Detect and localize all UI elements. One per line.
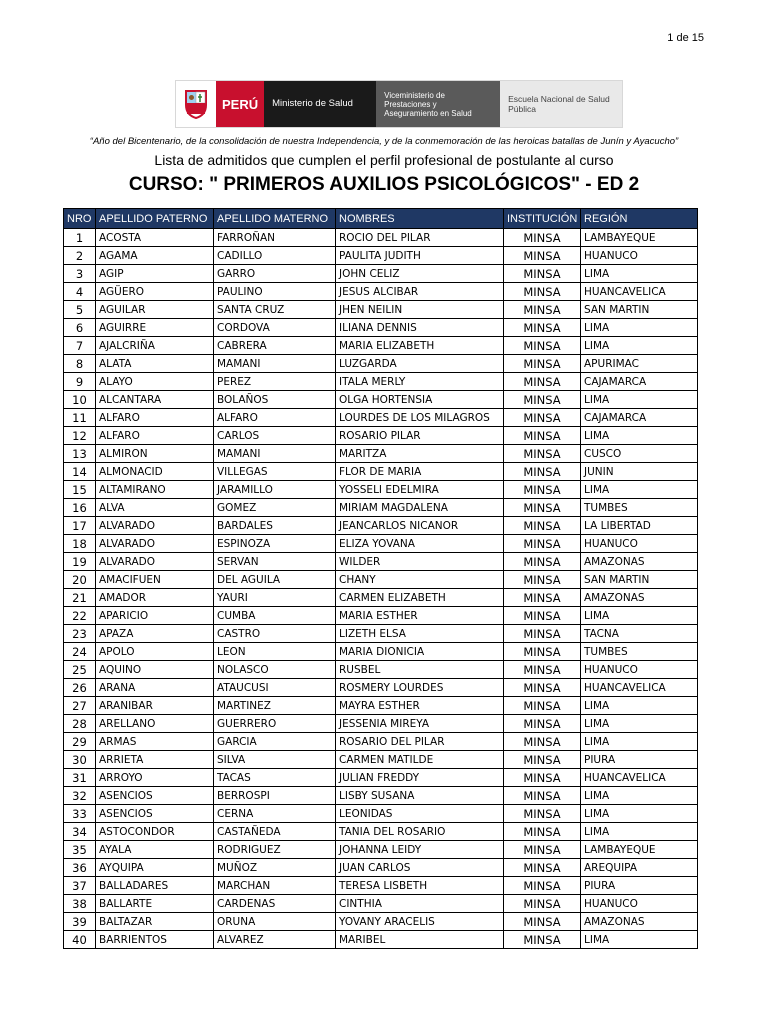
cell-institucion: MINSA [504,445,581,463]
cell-apellido-paterno: ASTOCONDOR [96,823,214,841]
table-row [64,355,698,373]
table-row [64,697,698,715]
cell-apellido-materno: TACAS [214,769,336,787]
cell-nro: 9 [64,373,96,391]
cell-institucion: MINSA [504,697,581,715]
cell-apellido-paterno: ALFARO [96,427,214,445]
cell-institucion: MINSA [504,859,581,877]
cell-nro: 25 [64,661,96,679]
cell-nro: 27 [64,697,96,715]
table-row [64,247,698,265]
cell-apellido-materno: CERNA [214,805,336,823]
cell-apellido-materno: PAULINO [214,283,336,301]
table-row [64,913,698,931]
cell-institucion: MINSA [504,895,581,913]
cell-apellido-materno: ORUNA [214,913,336,931]
cell-apellido-paterno: BALTAZAR [96,913,214,931]
table-row [64,841,698,859]
cell-nro: 28 [64,715,96,733]
cell-nombres: CINTHIA [336,895,504,913]
cell-nombres: OLGA HORTENSIA [336,391,504,409]
cell-nombres: TANIA DEL ROSARIO [336,823,504,841]
table-row [64,301,698,319]
cell-region: AREQUIPA [581,859,698,877]
cell-nombres: ROSARIO DEL PILAR [336,733,504,751]
cell-nro: 13 [64,445,96,463]
cell-apellido-paterno: AQUINO [96,661,214,679]
cell-nombres: CARMEN ELIZABETH [336,589,504,607]
cell-region: TUMBES [581,643,698,661]
table-row [64,625,698,643]
cell-nro: 15 [64,481,96,499]
cell-apellido-materno: MAMANI [214,355,336,373]
cell-apellido-paterno: AGUILAR [96,301,214,319]
cell-nro: 20 [64,571,96,589]
table-row [64,589,698,607]
cell-institucion: MINSA [504,661,581,679]
cell-institucion: MINSA [504,913,581,931]
cell-apellido-materno: GOMEZ [214,499,336,517]
cell-region: LIMA [581,931,698,949]
cell-institucion: MINSA [504,517,581,535]
cell-apellido-paterno: ASENCIOS [96,787,214,805]
ministry-logo-banner [175,80,623,128]
cell-nro: 38 [64,895,96,913]
cell-institucion: MINSA [504,751,581,769]
cell-institucion: MINSA [504,373,581,391]
table-row [64,787,698,805]
cell-region: APURIMAC [581,355,698,373]
course-title: CURSO: " PRIMEROS AUXILIOS PSICOLÓGICOS" - ED 2 [128,174,640,195]
cell-region: LIMA [581,319,698,337]
cell-nombres: ELIZA YOVANA [336,535,504,553]
ministry-label: Ministerio de Salud [264,81,376,127]
cell-region: PIURA [581,877,698,895]
table-row [64,679,698,697]
cell-nombres: YOVANY ARACELIS [336,913,504,931]
cell-apellido-materno: BERROSPI [214,787,336,805]
cell-apellido-paterno: ALVARADO [96,535,214,553]
cell-nombres: JHEN NEILIN [336,301,504,319]
cell-apellido-paterno: ALVA [96,499,214,517]
table-row [64,265,698,283]
cell-apellido-paterno: ALTAMIRANO [96,481,214,499]
cell-region: LA LIBERTAD [581,517,698,535]
cell-apellido-materno: MARTINEZ [214,697,336,715]
cell-region: LIMA [581,337,698,355]
cell-apellido-paterno: ALCANTARA [96,391,214,409]
cell-apellido-paterno: APARICIO [96,607,214,625]
table-row [64,445,698,463]
cell-apellido-materno: GARRO [214,265,336,283]
cell-apellido-materno: PEREZ [214,373,336,391]
header-institucion: INSTITUCIÓN [504,209,581,229]
table-row [64,481,698,499]
cell-institucion: MINSA [504,301,581,319]
table-body [64,229,698,949]
cell-region: CUSCO [581,445,698,463]
cell-region: HUANCAVELICA [581,769,698,787]
table-row [64,751,698,769]
cell-institucion: MINSA [504,427,581,445]
table-row [64,499,698,517]
cell-region: LIMA [581,607,698,625]
cell-nro: 33 [64,805,96,823]
cell-region: LIMA [581,805,698,823]
cell-region: HUANUCO [581,895,698,913]
cell-nombres: JOHANNA LEIDY [336,841,504,859]
cell-apellido-paterno: BARRIENTOS [96,931,214,949]
cell-nombres: YOSSELI EDELMIRA [336,481,504,499]
table-row [64,463,698,481]
cell-region: LIMA [581,733,698,751]
cell-apellido-paterno: APAZA [96,625,214,643]
cell-institucion: MINSA [504,769,581,787]
cell-institucion: MINSA [504,481,581,499]
cell-apellido-materno: LEON [214,643,336,661]
cell-apellido-paterno: ALATA [96,355,214,373]
cell-institucion: MINSA [504,355,581,373]
cell-apellido-materno: JARAMILLO [214,481,336,499]
cell-institucion: MINSA [504,535,581,553]
table-row [64,409,698,427]
cell-apellido-paterno: BALLADARES [96,877,214,895]
cell-institucion: MINSA [504,499,581,517]
cell-apellido-paterno: ARMAS [96,733,214,751]
cell-nombres: LIZETH ELSA [336,625,504,643]
cell-nro: 17 [64,517,96,535]
cell-apellido-materno: MAMANI [214,445,336,463]
cell-region: LAMBAYEQUE [581,841,698,859]
cell-apellido-materno: SANTA CRUZ [214,301,336,319]
cell-nombres: LEONIDAS [336,805,504,823]
cell-nombres: MARIA ESTHER [336,607,504,625]
cell-apellido-paterno: ARANA [96,679,214,697]
cell-nro: 21 [64,589,96,607]
table-row [64,229,698,247]
table-row [64,895,698,913]
cell-nombres: LUZGARDA [336,355,504,373]
cell-institucion: MINSA [504,679,581,697]
cell-region: HUANCAVELICA [581,283,698,301]
cell-institucion: MINSA [504,283,581,301]
document-subtitle: Lista de admitidos que cumplen el perfil profesional de postulante al curso [154,152,614,168]
cell-apellido-paterno: AMADOR [96,589,214,607]
cell-nombres: LISBY SUSANA [336,787,504,805]
cell-apellido-materno: ATAUCUSI [214,679,336,697]
cell-institucion: MINSA [504,553,581,571]
cell-apellido-materno: FARROÑAN [214,229,336,247]
cell-apellido-materno: BARDALES [214,517,336,535]
cell-region: JUNIN [581,463,698,481]
cell-nombres: JESSENIA MIREYA [336,715,504,733]
cell-apellido-paterno: ARRIETA [96,751,214,769]
table-row [64,877,698,895]
cell-apellido-materno: CABRERA [214,337,336,355]
cell-apellido-materno: GARCIA [214,733,336,751]
table-row [64,733,698,751]
cell-nombres: MARIA DIONICIA [336,643,504,661]
cell-region: AMAZONAS [581,553,698,571]
cell-institucion: MINSA [504,805,581,823]
cell-region: CAJAMARCA [581,373,698,391]
cell-apellido-paterno: ALFARO [96,409,214,427]
cell-apellido-paterno: APOLO [96,643,214,661]
cell-nro: 16 [64,499,96,517]
cell-apellido-materno: MARCHAN [214,877,336,895]
cell-nro: 7 [64,337,96,355]
cell-apellido-paterno: ALAYO [96,373,214,391]
cell-nro: 10 [64,391,96,409]
cell-region: SAN MARTIN [581,301,698,319]
cell-nro: 8 [64,355,96,373]
cell-nombres: LOURDES DE LOS MILAGROS [336,409,504,427]
cell-apellido-materno: CASTRO [214,625,336,643]
cell-institucion: MINSA [504,625,581,643]
header-nombres: NOMBRES [336,209,504,229]
table-row [64,571,698,589]
cell-nro: 24 [64,643,96,661]
cell-apellido-paterno: AGIP [96,265,214,283]
cell-region: CAJAMARCA [581,409,698,427]
table-row [64,319,698,337]
cell-apellido-paterno: AGÜERO [96,283,214,301]
cell-nro: 3 [64,265,96,283]
cell-apellido-materno: CUMBA [214,607,336,625]
cell-institucion: MINSA [504,787,581,805]
cell-apellido-materno: SILVA [214,751,336,769]
cell-nro: 37 [64,877,96,895]
header-apellido-materno: APELLIDO MATERNO [214,209,336,229]
cell-apellido-materno: SERVAN [214,553,336,571]
cell-nombres: JOHN CELIZ [336,265,504,283]
cell-nro: 14 [64,463,96,481]
cell-nombres: JULIAN FREDDY [336,769,504,787]
cell-institucion: MINSA [504,733,581,751]
cell-nro: 4 [64,283,96,301]
cell-institucion: MINSA [504,931,581,949]
cell-apellido-materno: GUERRERO [214,715,336,733]
cell-region: LIMA [581,427,698,445]
table-row [64,535,698,553]
table-row [64,661,698,679]
cell-institucion: MINSA [504,589,581,607]
table-row [64,283,698,301]
cell-apellido-materno: DEL AGUILA [214,571,336,589]
cell-nombres: ROSMERY LOURDES [336,679,504,697]
header-region: REGIÓN [581,209,698,229]
cell-nombres: JUAN CARLOS [336,859,504,877]
cell-nro: 12 [64,427,96,445]
cell-nro: 34 [64,823,96,841]
table-row [64,517,698,535]
cell-region: HUANUCO [581,661,698,679]
table-row [64,805,698,823]
cell-nombres: JESUS ALCIBAR [336,283,504,301]
cell-nombres: ROCIO DEL PILAR [336,229,504,247]
cell-nombres: RUSBEL [336,661,504,679]
page-number: 1 de 15 [667,32,704,44]
admitted-list-table [63,208,698,949]
cell-apellido-paterno: AMACIFUEN [96,571,214,589]
coat-of-arms-icon [176,81,216,127]
cell-region: LIMA [581,697,698,715]
cell-apellido-paterno: ACOSTA [96,229,214,247]
cell-region: HUANUCO [581,247,698,265]
cell-nro: 23 [64,625,96,643]
cell-nombres: MARIA ELIZABETH [336,337,504,355]
peru-label: PERÚ [216,81,264,127]
cell-nro: 39 [64,913,96,931]
cell-nombres: MARIBEL [336,931,504,949]
cell-nro: 29 [64,733,96,751]
cell-nro: 19 [64,553,96,571]
cell-region: TUMBES [581,499,698,517]
cell-region: AMAZONAS [581,913,698,931]
table-row [64,823,698,841]
cell-apellido-paterno: BALLARTE [96,895,214,913]
vice-ministry-label: Viceministerio de Prestaciones y Aseguramiento en Salud [376,81,500,127]
cell-apellido-paterno: ASENCIOS [96,805,214,823]
cell-institucion: MINSA [504,391,581,409]
cell-nro: 26 [64,679,96,697]
table-header-row [64,209,698,229]
cell-apellido-paterno: AGUIRRE [96,319,214,337]
cell-apellido-paterno: ARANIBAR [96,697,214,715]
cell-apellido-paterno: AJALCRIÑA [96,337,214,355]
school-label: Escuela Nacional de Salud Pública [500,81,622,127]
cell-apellido-materno: ALVAREZ [214,931,336,949]
cell-institucion: MINSA [504,643,581,661]
cell-nro: 32 [64,787,96,805]
cell-apellido-materno: ALFARO [214,409,336,427]
cell-region: LAMBAYEQUE [581,229,698,247]
cell-institucion: MINSA [504,337,581,355]
cell-nombres: MARITZA [336,445,504,463]
cell-apellido-materno: CARLOS [214,427,336,445]
table-row [64,427,698,445]
cell-region: TACNA [581,625,698,643]
cell-apellido-paterno: ALMONACID [96,463,214,481]
cell-nro: 1 [64,229,96,247]
cell-nombres: ROSARIO PILAR [336,427,504,445]
cell-institucion: MINSA [504,823,581,841]
cell-region: SAN MARTIN [581,571,698,589]
cell-apellido-paterno: ARROYO [96,769,214,787]
cell-nombres: PAULITA JUDITH [336,247,504,265]
cell-apellido-paterno: ARELLANO [96,715,214,733]
cell-institucion: MINSA [504,229,581,247]
table-row [64,643,698,661]
cell-region: LIMA [581,715,698,733]
cell-region: LIMA [581,391,698,409]
cell-institucion: MINSA [504,409,581,427]
cell-institucion: MINSA [504,877,581,895]
table-row [64,553,698,571]
cell-nombres: FLOR DE MARIA [336,463,504,481]
year-motto: “Año del Bicentenario, de la consolidación de nuestra Independencia, y de la conmemoración de las heroicas batallas de Junín y Ayacucho” [89,136,679,147]
cell-institucion: MINSA [504,841,581,859]
cell-nro: 30 [64,751,96,769]
cell-apellido-materno: CARDENAS [214,895,336,913]
cell-region: LIMA [581,823,698,841]
cell-institucion: MINSA [504,265,581,283]
cell-nombres: TERESA LISBETH [336,877,504,895]
cell-apellido-paterno: ALVARADO [96,517,214,535]
header-nro: NRO [64,209,96,229]
cell-region: HUANCAVELICA [581,679,698,697]
table-row [64,607,698,625]
table-row [64,769,698,787]
cell-region: HUANUCO [581,535,698,553]
cell-nro: 11 [64,409,96,427]
cell-apellido-materno: RODRIGUEZ [214,841,336,859]
cell-nombres: WILDER [336,553,504,571]
cell-apellido-paterno: AYALA [96,841,214,859]
cell-nombres: ILIANA DENNIS [336,319,504,337]
table-row [64,337,698,355]
table-row [64,715,698,733]
cell-apellido-materno: ESPINOZA [214,535,336,553]
cell-nro: 18 [64,535,96,553]
cell-region: AMAZONAS [581,589,698,607]
cell-apellido-paterno: ALMIRON [96,445,214,463]
cell-apellido-paterno: AYQUIPA [96,859,214,877]
cell-institucion: MINSA [504,319,581,337]
cell-nro: 36 [64,859,96,877]
cell-region: LIMA [581,481,698,499]
cell-apellido-materno: CORDOVA [214,319,336,337]
cell-apellido-paterno: AGAMA [96,247,214,265]
cell-nro: 5 [64,301,96,319]
cell-nro: 22 [64,607,96,625]
cell-nombres: MIRIAM MAGDALENA [336,499,504,517]
cell-apellido-materno: BOLAÑOS [214,391,336,409]
cell-region: PIURA [581,751,698,769]
cell-nro: 40 [64,931,96,949]
cell-nro: 35 [64,841,96,859]
cell-institucion: MINSA [504,463,581,481]
cell-nombres: JEANCARLOS NICANOR [336,517,504,535]
table-row [64,391,698,409]
header-apellido-paterno: APELLIDO PATERNO [96,209,214,229]
cell-apellido-paterno: ALVARADO [96,553,214,571]
table-row [64,373,698,391]
cell-apellido-materno: MUÑOZ [214,859,336,877]
cell-apellido-materno: YAURI [214,589,336,607]
cell-nombres: MAYRA ESTHER [336,697,504,715]
cell-nombres: ITALA MERLY [336,373,504,391]
cell-region: LIMA [581,265,698,283]
table-row [64,859,698,877]
cell-institucion: MINSA [504,571,581,589]
cell-institucion: MINSA [504,607,581,625]
cell-apellido-materno: CASTAÑEDA [214,823,336,841]
cell-nro: 2 [64,247,96,265]
cell-institucion: MINSA [504,247,581,265]
cell-nombres: CARMEN MATILDE [336,751,504,769]
cell-nro: 31 [64,769,96,787]
cell-region: LIMA [581,787,698,805]
cell-apellido-materno: VILLEGAS [214,463,336,481]
cell-institucion: MINSA [504,715,581,733]
cell-nro: 6 [64,319,96,337]
cell-nombres: CHANY [336,571,504,589]
table-row [64,931,698,949]
cell-apellido-materno: CADILLO [214,247,336,265]
cell-apellido-materno: NOLASCO [214,661,336,679]
